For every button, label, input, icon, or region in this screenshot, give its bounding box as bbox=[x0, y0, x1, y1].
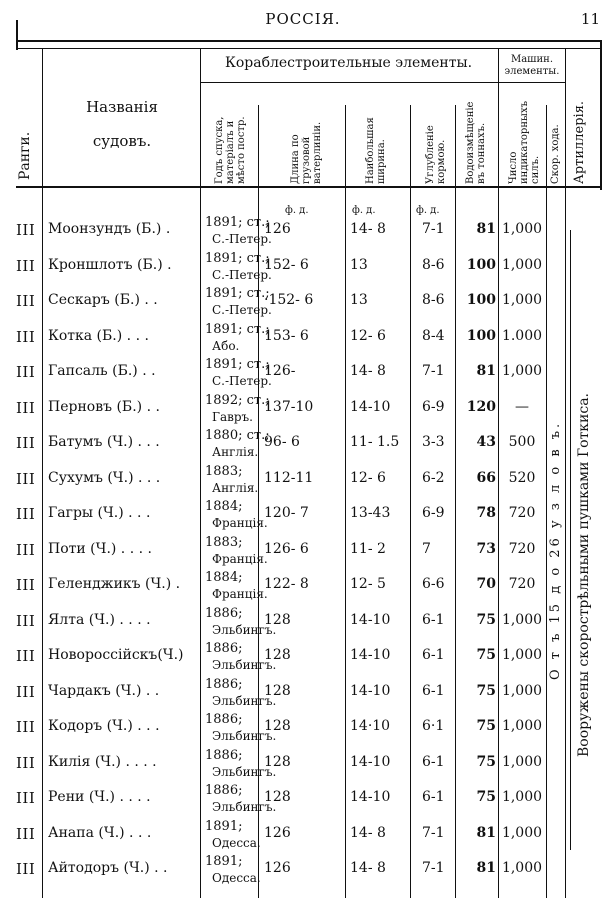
displacement-value: 100 bbox=[466, 327, 496, 344]
length-value: 128 bbox=[264, 611, 291, 628]
launch-year: 1883; bbox=[205, 463, 243, 479]
width-value: 14- 8 bbox=[350, 221, 386, 237]
horsepower-value: 1,000 bbox=[501, 718, 543, 734]
launch-year: 1891; ст.; bbox=[205, 250, 270, 266]
ship-name: Чардакъ (Ч.) . . bbox=[48, 682, 160, 699]
table-row bbox=[0, 393, 606, 429]
table-row bbox=[0, 499, 606, 535]
horsepower-value: 1,000 bbox=[501, 292, 543, 308]
width-value: 14- 8 bbox=[350, 363, 386, 379]
length-value: 153- 6 bbox=[264, 327, 309, 344]
left-border bbox=[16, 20, 18, 50]
length-value: 126 bbox=[264, 221, 291, 237]
table-row bbox=[0, 322, 606, 358]
width-value: 14-10 bbox=[350, 753, 391, 770]
draft-value: 6-1 bbox=[422, 753, 445, 770]
horsepower-value: 1,000 bbox=[501, 753, 543, 770]
ship-name: Кроншлотъ (Б.) . bbox=[48, 256, 172, 273]
launch-year: 1891; bbox=[205, 854, 243, 869]
draft-value: 7-1 bbox=[422, 221, 445, 237]
horsepower-value: 1,000 bbox=[501, 824, 543, 841]
launch-year: 1891; ст.; bbox=[205, 357, 270, 372]
artillery-header: Артиллерія. bbox=[572, 100, 587, 184]
units-width: ф. д. bbox=[352, 205, 376, 216]
width-value: 14- 8 bbox=[350, 824, 386, 841]
rank-cell: III bbox=[16, 256, 36, 275]
length-value: 137-10 bbox=[264, 398, 314, 415]
table-row bbox=[0, 712, 606, 748]
draft-value: 6-9 bbox=[422, 398, 445, 415]
width-value: 14- 8 bbox=[350, 860, 386, 876]
rank-header: Ранги. bbox=[17, 131, 33, 180]
launch-year: 1886; bbox=[205, 783, 243, 798]
rank-cell: III bbox=[16, 221, 36, 239]
rank-cell: III bbox=[16, 469, 36, 488]
displacement-value: 75 bbox=[476, 611, 496, 628]
ship-name: Анапа (Ч.) . . . bbox=[48, 824, 152, 841]
width-header: Наибольшая ширина. bbox=[365, 117, 387, 184]
ship-name: Котка (Б.) . . . bbox=[48, 327, 149, 344]
length-value: 152- 6 bbox=[264, 256, 309, 273]
table-row bbox=[0, 286, 606, 322]
build-place: Франція. bbox=[212, 587, 268, 601]
horsepower-value: 1,000 bbox=[501, 611, 543, 628]
build-place: Одесса. bbox=[212, 835, 261, 850]
ship-name: Рени (Ч.) . . . . bbox=[48, 789, 151, 805]
launch-year: 1886; bbox=[205, 605, 243, 621]
build-place: С.-Петер. bbox=[212, 303, 272, 317]
launch-year: 1886; bbox=[205, 641, 243, 656]
speed-note: О т ъ 15 д о 26 у з л о в ъ. bbox=[548, 420, 563, 680]
width-value: 14-10 bbox=[350, 789, 391, 805]
table-row bbox=[0, 251, 606, 287]
horsepower-value: 720 bbox=[508, 505, 536, 521]
launch-year: 1883; bbox=[205, 534, 243, 550]
draft-value: 3-3 bbox=[422, 434, 445, 450]
speed-header: Скор. хода. bbox=[550, 124, 561, 184]
top-rule-thin bbox=[16, 48, 600, 49]
ship-name: Гапсаль (Б.) . . bbox=[48, 363, 156, 379]
width-value: 12- 6 bbox=[350, 469, 386, 486]
length-value: 128 bbox=[264, 789, 291, 805]
displacement-value: 100 bbox=[466, 292, 496, 308]
displacement-value: 81 bbox=[476, 363, 496, 379]
displacement-value: 73 bbox=[476, 540, 496, 557]
horsepower-value: 1,000 bbox=[501, 789, 543, 805]
units-length: ф. д. bbox=[285, 205, 309, 216]
brace-line bbox=[570, 230, 571, 850]
build-place: С.-Петер. bbox=[212, 374, 272, 388]
length-value: 126 bbox=[264, 860, 291, 876]
header-bottom-rule bbox=[16, 186, 600, 188]
page-title: РОССІЯ. bbox=[265, 10, 341, 28]
ship-name: Килія (Ч.) . . . . bbox=[48, 753, 157, 770]
draft-value: 6-2 bbox=[422, 469, 445, 486]
table-row bbox=[0, 215, 606, 251]
rank-cell: III bbox=[16, 398, 36, 417]
displacement-value: 120 bbox=[466, 398, 496, 415]
build-place: Эльбингъ. bbox=[212, 764, 277, 779]
rank-cell: III bbox=[16, 682, 36, 701]
width-value: 13-43 bbox=[350, 505, 391, 521]
length-value: 128 bbox=[264, 682, 291, 699]
length-value: 96- 6 bbox=[264, 434, 300, 450]
build-place: Одесса. bbox=[212, 871, 261, 885]
horsepower-value: 520 bbox=[508, 469, 536, 486]
rank-cell: III bbox=[16, 540, 36, 559]
build-place: Эльбингъ. bbox=[212, 800, 277, 814]
length-value: 126- bbox=[264, 363, 296, 379]
horsepower-value: 720 bbox=[508, 540, 536, 557]
units-draft: ф. д. bbox=[416, 205, 440, 216]
horsepower-value: 500 bbox=[508, 434, 536, 450]
group-machine-header: Машин. элементы. bbox=[504, 54, 560, 77]
draft-value: 6-1 bbox=[422, 682, 445, 699]
page-number: 11 bbox=[580, 10, 600, 28]
build-place: Або. bbox=[212, 338, 240, 353]
table-row bbox=[0, 535, 606, 571]
rank-cell: III bbox=[16, 824, 36, 843]
rank-cell: III bbox=[16, 860, 36, 878]
build-place: Англія. bbox=[212, 480, 259, 495]
table-row bbox=[0, 606, 606, 642]
draft-value: 6-6 bbox=[422, 576, 445, 592]
ship-name: Новороссійскъ(Ч.) bbox=[48, 647, 184, 663]
width-value: 14-10 bbox=[350, 611, 391, 628]
displacement-header: Водоизмѣщеніе въ тоннахъ. bbox=[465, 101, 487, 184]
length-value: 128 bbox=[264, 753, 291, 770]
displacement-value: 43 bbox=[476, 434, 496, 450]
draft-value: 6-1 bbox=[422, 611, 445, 628]
ship-name: Поти (Ч.) . . . . bbox=[48, 540, 152, 557]
year-header: Годъ спуска, матеріалъ и мѣсто постр. bbox=[214, 116, 247, 184]
rank-cell: III bbox=[16, 327, 36, 346]
artillery-note: Вооружены скорострѣльными пушками Готкиса. bbox=[576, 393, 592, 758]
length-value: 126 bbox=[264, 824, 291, 841]
launch-year: 1886; bbox=[205, 712, 243, 727]
displacement-value: 75 bbox=[476, 647, 496, 663]
draft-value: 7 bbox=[422, 540, 431, 557]
ship-name: Гагры (Ч.) . . . bbox=[48, 505, 151, 521]
draft-value: 6-1 bbox=[422, 789, 445, 805]
names-header-line2: судовъ. bbox=[92, 132, 152, 150]
rank-cell: III bbox=[16, 718, 36, 736]
width-value: 14·10 bbox=[350, 718, 391, 734]
rank-cell: III bbox=[16, 611, 36, 630]
horsepower-value: 1,000 bbox=[501, 682, 543, 699]
displacement-value: 78 bbox=[476, 505, 496, 521]
build-place: Эльбингъ. bbox=[212, 693, 277, 708]
launch-year: 1892; ст.; bbox=[205, 392, 270, 408]
draft-value: 8-6 bbox=[422, 292, 445, 308]
width-value: 12- 5 bbox=[350, 576, 386, 592]
build-place: Франція. bbox=[212, 551, 268, 566]
ship-name: Кодоръ (Ч.) . . . bbox=[48, 718, 160, 734]
launch-year: 1886; bbox=[205, 676, 243, 692]
launch-year: 1891; ст.; bbox=[205, 321, 270, 337]
top-rule bbox=[16, 40, 600, 42]
build-place: С.-Петер. bbox=[212, 267, 272, 282]
draft-value: 7-1 bbox=[422, 860, 445, 876]
draft-value: 6-1 bbox=[422, 647, 445, 663]
table-row bbox=[0, 783, 606, 819]
length-value: 112-11 bbox=[264, 469, 314, 486]
horsepower-value: 1,000 bbox=[501, 860, 543, 876]
horsepower-value: 1,000 bbox=[501, 647, 543, 663]
length-value: 120- 7 bbox=[264, 505, 309, 521]
horsepower-value: 1.000 bbox=[501, 327, 543, 344]
launch-year: 1884; bbox=[205, 570, 243, 585]
ship-name: Геленджикъ (Ч.) . bbox=[48, 576, 181, 592]
ship-name: Ялта (Ч.) . . . . bbox=[48, 611, 151, 628]
horsepower-value: 720 bbox=[508, 576, 536, 592]
rank-cell: III bbox=[16, 434, 36, 452]
width-value: 12- 6 bbox=[350, 327, 386, 344]
rank-cell: III bbox=[16, 505, 36, 523]
table-row bbox=[0, 570, 606, 606]
build-place: Эльбингъ. bbox=[212, 622, 277, 637]
width-value: 14-10 bbox=[350, 647, 391, 663]
table-row bbox=[0, 464, 606, 500]
table-row bbox=[0, 748, 606, 784]
rank-cell: III bbox=[16, 363, 36, 381]
displacement-value: 75 bbox=[476, 718, 496, 734]
width-value: 11- 1.5 bbox=[350, 434, 400, 450]
rank-cell: III bbox=[16, 647, 36, 665]
group-ship-header: Кораблестроительные элементы. bbox=[225, 55, 473, 71]
length-header: Длина по грузовой ватерлиніи. bbox=[290, 121, 323, 184]
table-row bbox=[0, 641, 606, 677]
launch-year: 1891; bbox=[205, 818, 243, 834]
ship-name: Перновъ (Б.) . . bbox=[48, 398, 160, 415]
ship-name: Батумъ (Ч.) . . . bbox=[48, 434, 160, 450]
draft-value: 7-1 bbox=[422, 824, 445, 841]
displacement-value: 100 bbox=[466, 256, 496, 273]
length-value: 122- 8 bbox=[264, 576, 309, 592]
displacement-value: 81 bbox=[476, 860, 496, 876]
horsepower-value: — bbox=[515, 398, 529, 415]
displacement-value: 75 bbox=[476, 682, 496, 699]
build-place: С.-Петер. bbox=[212, 232, 272, 246]
table-row bbox=[0, 854, 606, 890]
build-place: Гавръ. bbox=[212, 409, 253, 424]
launch-year: 1891; ст.; bbox=[205, 286, 270, 301]
table-row bbox=[0, 819, 606, 855]
draft-value: 8-6 bbox=[422, 256, 445, 273]
table-row bbox=[0, 428, 606, 464]
launch-year: 1884; bbox=[205, 499, 243, 514]
table-row bbox=[0, 677, 606, 713]
length-value: 128 bbox=[264, 718, 291, 734]
launch-year: 1886; bbox=[205, 747, 243, 763]
length-value: ·152- 6 bbox=[264, 292, 314, 308]
rank-cell: III bbox=[16, 753, 36, 772]
horsepower-value: 1,000 bbox=[501, 363, 543, 379]
width-value: 14-10 bbox=[350, 682, 391, 699]
rank-cell: III bbox=[16, 292, 36, 310]
horsepower-value: 1,000 bbox=[501, 221, 543, 237]
launch-year: 1880; ст.; bbox=[205, 428, 270, 443]
right-border bbox=[600, 40, 602, 190]
width-value: 11- 2 bbox=[350, 540, 386, 557]
ship-name: Моонзундъ (Б.) . bbox=[48, 221, 171, 237]
rank-cell: III bbox=[16, 576, 36, 594]
draft-value: 6-9 bbox=[422, 505, 445, 521]
names-header bbox=[44, 90, 200, 158]
width-value: 13 bbox=[350, 292, 368, 308]
ship-name: Айтодоръ (Ч.) . . bbox=[48, 860, 168, 876]
draft-value: 7-1 bbox=[422, 363, 445, 379]
draft-value: 8-4 bbox=[422, 327, 445, 344]
build-place: Англія. bbox=[212, 445, 259, 459]
horsepower-value: 1,000 bbox=[501, 256, 543, 273]
displacement-value: 81 bbox=[476, 824, 496, 841]
displacement-value: 66 bbox=[476, 469, 496, 486]
hp-header: Число индикаторныхъ силъ. bbox=[508, 101, 541, 184]
draft-header: Углубленіе кормою. bbox=[425, 125, 447, 184]
draft-value: 6·1 bbox=[422, 718, 445, 734]
group-rule bbox=[200, 82, 565, 83]
build-place: Эльбингъ. bbox=[212, 658, 277, 672]
width-value: 14-10 bbox=[350, 398, 391, 415]
displacement-value: 81 bbox=[476, 221, 496, 237]
build-place: Франція. bbox=[212, 516, 268, 530]
length-value: 126- 6 bbox=[264, 540, 309, 557]
ship-name: Сескаръ (Б.) . . bbox=[48, 292, 158, 308]
rank-cell: III bbox=[16, 789, 36, 807]
displacement-value: 75 bbox=[476, 753, 496, 770]
launch-year: 1891; ст.; bbox=[205, 215, 270, 230]
width-value: 13 bbox=[350, 256, 368, 273]
names-header-line1: Названія bbox=[86, 98, 158, 116]
table-row bbox=[0, 357, 606, 393]
build-place: Эльбингъ. bbox=[212, 729, 277, 743]
ship-name: Сухумъ (Ч.) . . . bbox=[48, 469, 161, 486]
displacement-value: 75 bbox=[476, 789, 496, 805]
displacement-value: 70 bbox=[476, 576, 496, 592]
length-value: 128 bbox=[264, 647, 291, 663]
